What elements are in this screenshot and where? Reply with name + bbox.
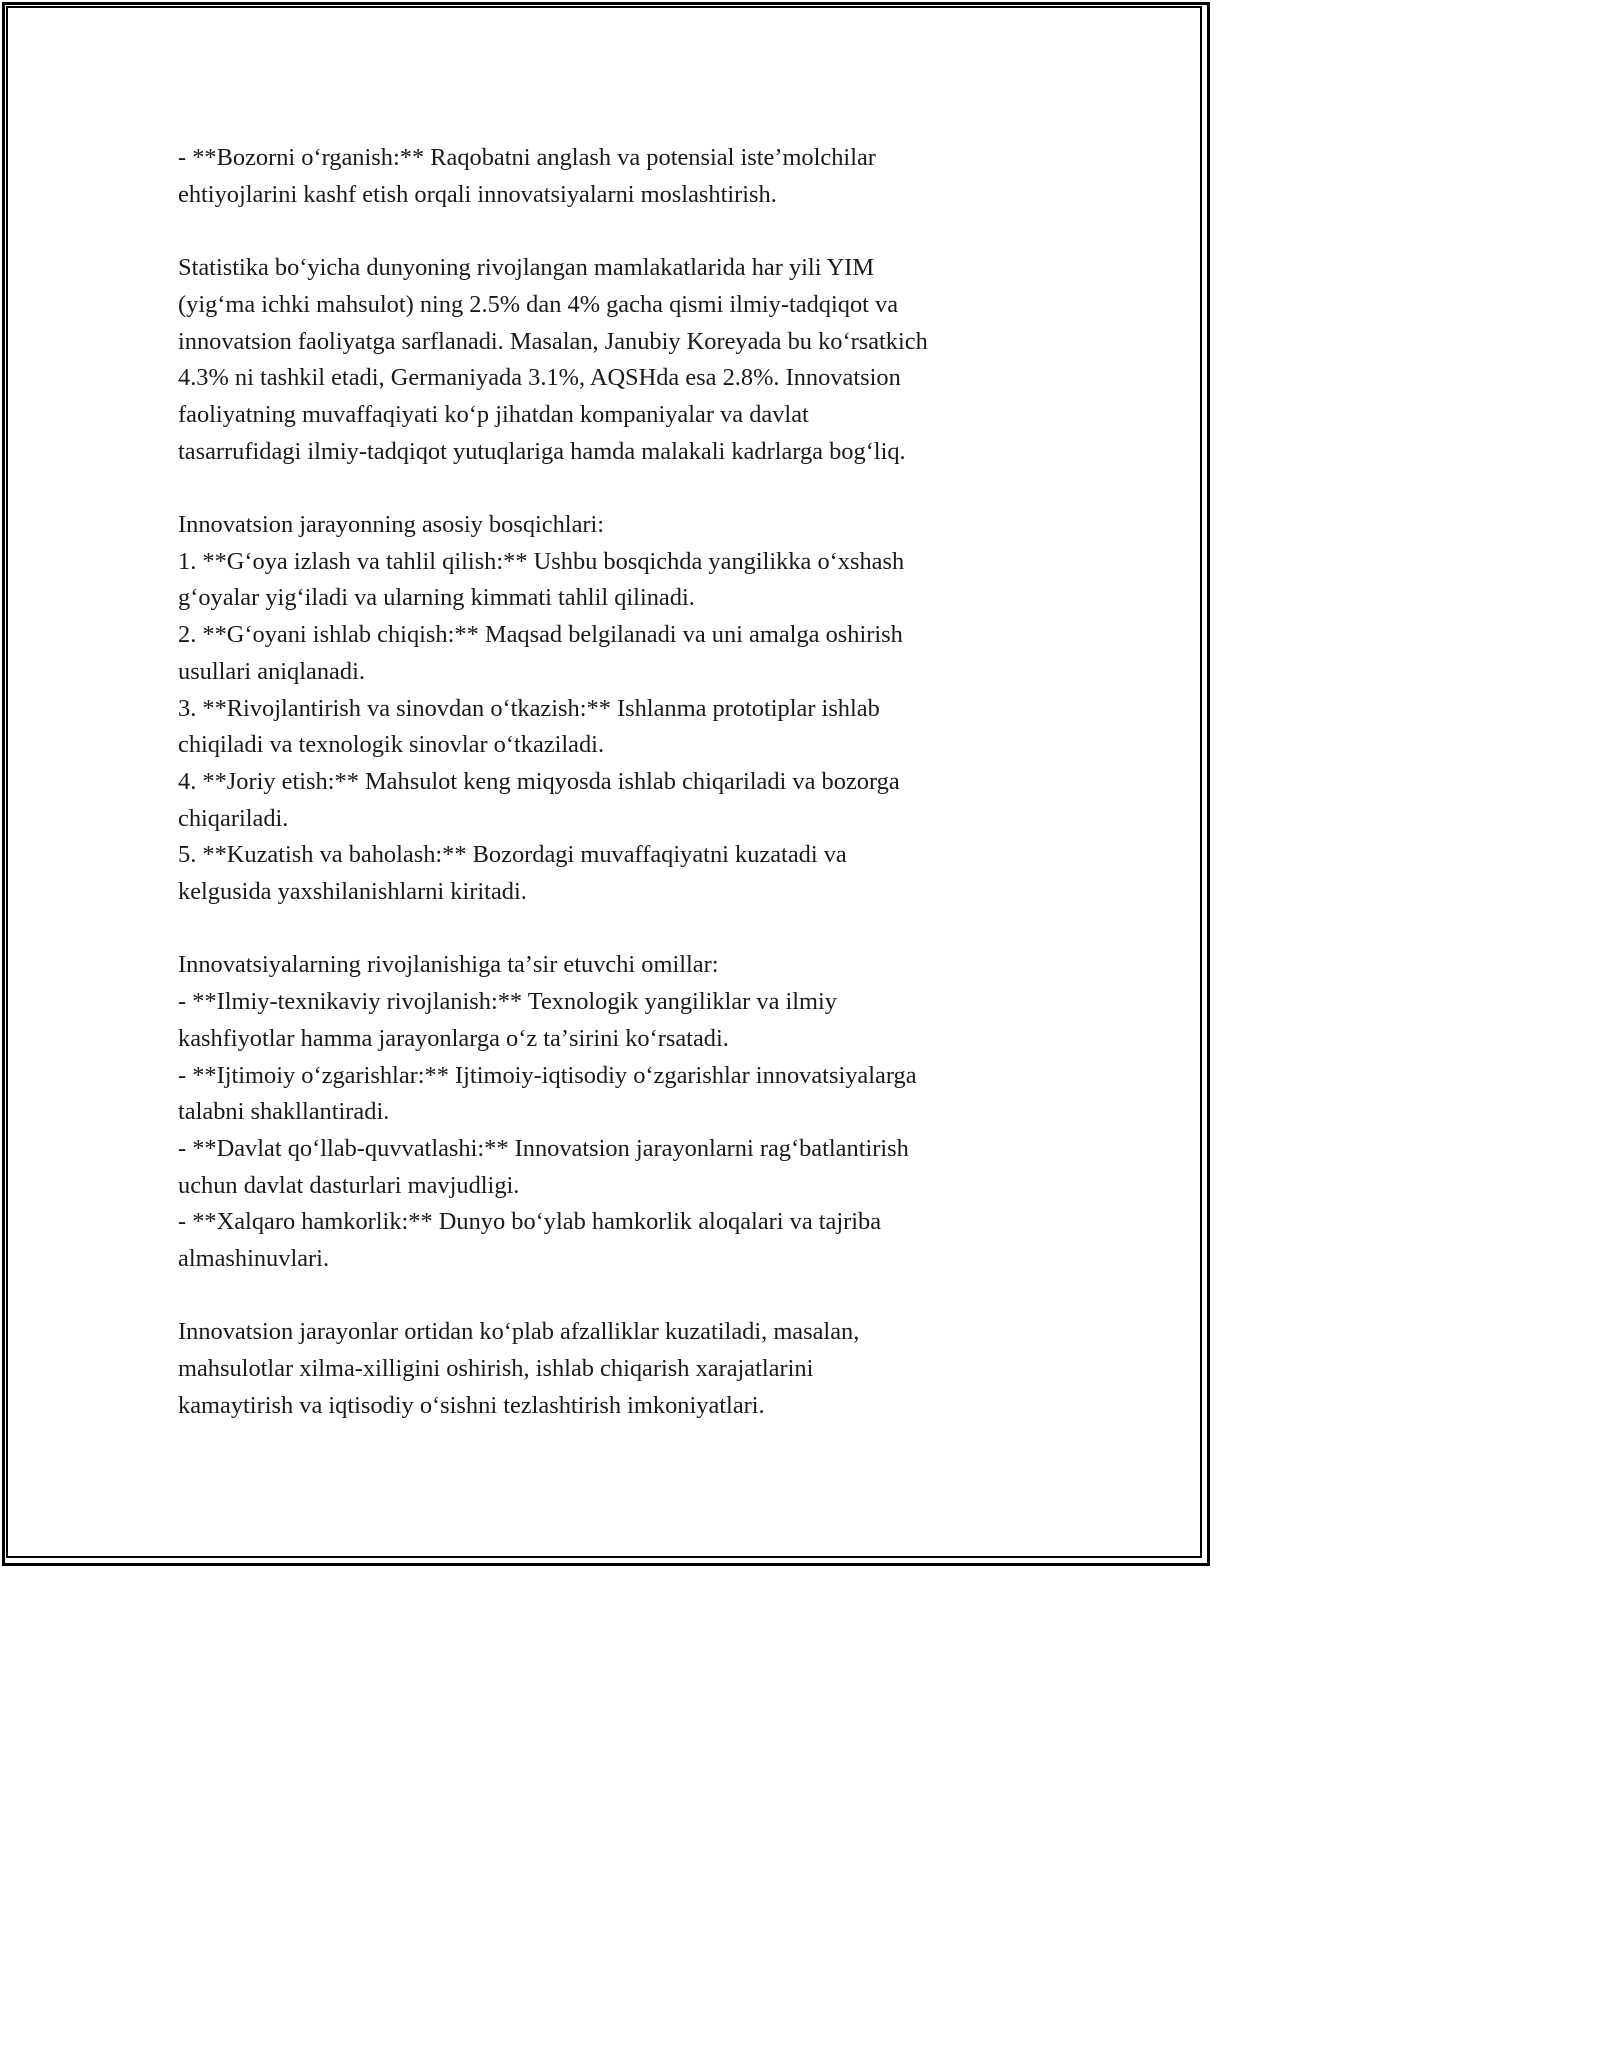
text-line: (yigʻma ichki mahsulot) ning 2.5% dan 4% gacha qismi ilmiy-tadqiqot va (178, 290, 899, 318)
paragraph (178, 947, 1078, 1277)
text-line: 2. **Gʻoyani ishlab chiqish:** Maqsad belgilanadi va uni amalga oshirish (178, 621, 903, 649)
text-line: 1. **Gʻoya izlash va tahlil qilish:** Ushbu bosqichda yangilikka oʻxshash (178, 547, 905, 575)
text-line: ehtiyojlarini kashf etish orqali innovatsiyalarni moslashtirish. (178, 180, 777, 208)
text-line: gʻoyalar yigʻiladi va ularning kimmati tahlil qilinadi. (178, 584, 695, 612)
text-line: chiqiladi va texnologik sinovlar oʻtkaziladi. (178, 731, 605, 759)
text-line: - **Ilmiy-texnikaviy rivojlanish:** Texnologik yangiliklar va ilmiy (178, 988, 837, 1016)
text-line: 5. **Kuzatish va baholash:** Bozordagi muvaffaqiyatni kuzatadi va (178, 841, 847, 869)
text-line: tasarrufidagi ilmiy-tadqiqot yutuqlariga hamda malakali kadrlarga bogʻliq. (178, 437, 906, 465)
text-line: Statistika boʻyicha dunyoning rivojlangan mamlakatlarida har yili YIM (178, 254, 875, 282)
text-line: - **Xalqaro hamkorlik:** Dunyo boʻylab hamkorlik aloqalari va tajriba (178, 1208, 882, 1236)
text-line: usullari aniqlanadi. (178, 657, 365, 685)
text-line: almashinuvlari. (178, 1245, 330, 1273)
text-line: - **Ijtimoiy oʻzgarishlar:** Ijtimoiy-iqtisodiy oʻzgarishlar innovatsiyalarga (178, 1061, 917, 1089)
text-line: chiqariladi. (178, 804, 289, 832)
paragraph (178, 1314, 1078, 1424)
text-line: kashfiyotlar hamma jarayonlarga oʻz taʼsirini koʻrsatadi. (178, 1024, 729, 1052)
text-line: kamaytirish va iqtisodiy oʻsishni tezlashtirish imkoniyatlari. (178, 1391, 765, 1419)
text-line: - **Davlat qoʻllab-quvvatlashi:** Innovatsion jarayonlarni ragʻbatlantirish (178, 1134, 909, 1162)
document-body (178, 140, 1078, 1425)
text-line: 4.3% ni tashkil etadi, Germaniyada 3.1%, AQSHda esa 2.8%. Innovatsion (178, 364, 901, 392)
text-line: mahsulotlar xilma-xilligini oshirish, ishlab chiqarish xarajatlarini (178, 1355, 814, 1383)
paragraph (178, 507, 1078, 911)
text-line: kelgusida yaxshilanishlarni kiritadi. (178, 878, 527, 906)
text-line: talabni shakllantiradi. (178, 1098, 390, 1126)
text-line: Innovatsiyalarning rivojlanishiga taʼsir etuvchi omillar: (178, 951, 719, 979)
paragraph (178, 250, 1078, 470)
text-line: Innovatsion jarayonning asosiy bosqichlari: (178, 511, 605, 538)
text-line: Innovatsion jarayonlar ortidan koʻplab afzalliklar kuzatiladi, masalan, (178, 1318, 860, 1346)
text-line: faoliyatning muvaffaqiyati koʻp jihatdan kompaniyalar va davlat (178, 400, 809, 428)
text-line: innovatsion faoliyatga sarflanadi. Masalan, Janubiy Koreyada bu koʻrsatkich (178, 327, 928, 355)
text-line: - **Bozorni oʻrganish:** Raqobatni anglash va potensial isteʼmolchilar (178, 144, 876, 171)
text-line: uchun davlat dasturlari mavjudligi. (178, 1171, 520, 1199)
text-line: 4. **Joriy etish:** Mahsulot keng miqyosda ishlab chiqariladi va bozorga (178, 767, 900, 795)
paragraph (178, 140, 1078, 213)
text-line: 3. **Rivojlantirish va sinovdan oʻtkazish:** Ishlanma prototiplar ishlab (178, 694, 880, 722)
